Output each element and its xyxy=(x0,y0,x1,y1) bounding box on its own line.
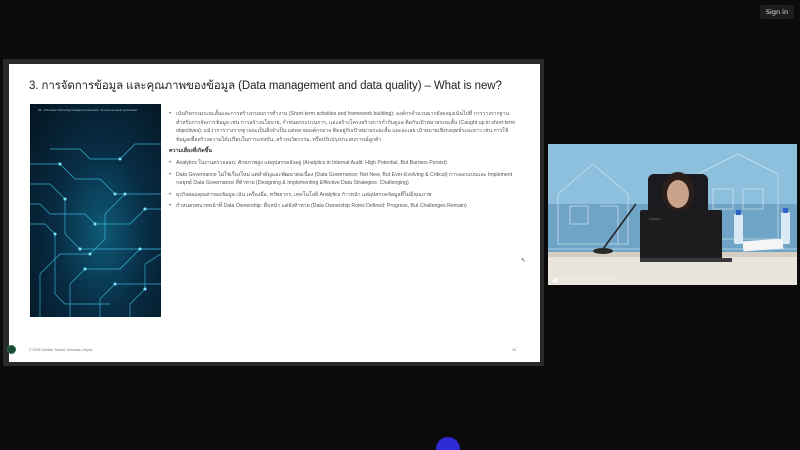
user-avatar-dot[interactable] xyxy=(436,437,460,450)
video-scene xyxy=(548,144,797,285)
slide-title: 3. การจัดการข้อมูล และคุณภาพของข้อมูล (Data management and data quality) – What is new? xyxy=(29,80,502,92)
slide-body xyxy=(169,110,521,214)
sign-in-button[interactable]: Sign in xyxy=(760,5,794,19)
presenter-video[interactable] xyxy=(548,144,797,285)
risk-item: • Analytics ในงานตรวจสอบ: ศักยภาพสูง แต่อุปสรรคยังอยู่ (Analytics in Internal Audit: High Potential, But Barriers Persist) xyxy=(169,159,521,168)
signal-bars-icon xyxy=(552,277,558,282)
risk-item: • Data Governance ไม่ใช่เรื่องใหม่ แต่สำคัญและพัฒนาต่อเนื่อง (Data Governance: Not New, But Ever-Evolving & Critical) การออกแบบและ Implement กลยุทธ์ Data Governance ที่ท้าทาย (Designing & Implementing Effective Data Strategies: Challenging) xyxy=(169,171,521,188)
risk-item: • กำหนดบทบาทหน้าที่ Data Ownership: คืบหน้า แต่ยังท้าทาย (Data Ownership Roles Defined: Progress, But Challenges Remain) xyxy=(169,202,521,211)
risk-item: • ธุรกิจยอมคุณค่าของข้อมูล เน้น เครื่องมือ, ทรัพยากร, เทคโนโลยี Analytics ก้าวหน้า แต่อุปสรรคข้อมูลที่ไม่มีคุณภาพ xyxy=(169,191,521,200)
participant-name: กรมตรวจบัญชีสหกรณ์_Admin xyxy=(559,277,616,282)
risk-list xyxy=(169,159,521,211)
risk-heading: ความเสี่ยงที่เกิดขึ้น xyxy=(169,148,212,155)
circuit-lines-graphic xyxy=(30,104,161,317)
mouse-cursor-icon: ↖ xyxy=(521,258,527,264)
shared-screen xyxy=(3,59,544,366)
slide-page-number: 16 xyxy=(512,348,516,352)
participant-label xyxy=(552,276,616,283)
presenter-logo-icon xyxy=(7,345,16,354)
laptop-brand: Lenovo xyxy=(649,217,661,221)
intro-bullet: • เน้นกิจกรรมระยะสั้นและการสร้างกรอบการทำงาน (Short-term activities and framework building): องค์กรจำนวนมากยังคงมุ่งเน้นไปที่ การวางรากฐาน สำหรับการจัดการข้อมูล เช่น การสร้างนโยบาย, กำหนดกระบวนการ, และสร้างโครงสร้างการกำกับดูแล ติดกับเป้าหมายระยะสั้น (Caught up in short-term objectives): แม้ว่าการวางรากฐานจะเป็นสิ่งจำเป็น แต่หลายองค์กรอาจ ติดอยู่กับเป้าหมายระยะสั้น และละเลย เป้าหมายเชิงกลยุทธ์ระยะยาว เช่น การใช้ข้อมูลเพื่อสร้างความได้เปรียบในการแข่งขัน, สร้างนวัตกรรม, หรือปรับปรุงประสบการณ์ลูกค้า xyxy=(169,110,521,144)
presentation-slide xyxy=(9,64,540,362)
circuit-board-image xyxy=(30,104,161,317)
image-caption: RK - Information Technology Intelligence Framework - Services and audit opportunities xyxy=(38,109,138,112)
slide-footer-copyright: © 2025 Deloitte Touche Tohmatsu Jaiyos xyxy=(29,348,93,352)
